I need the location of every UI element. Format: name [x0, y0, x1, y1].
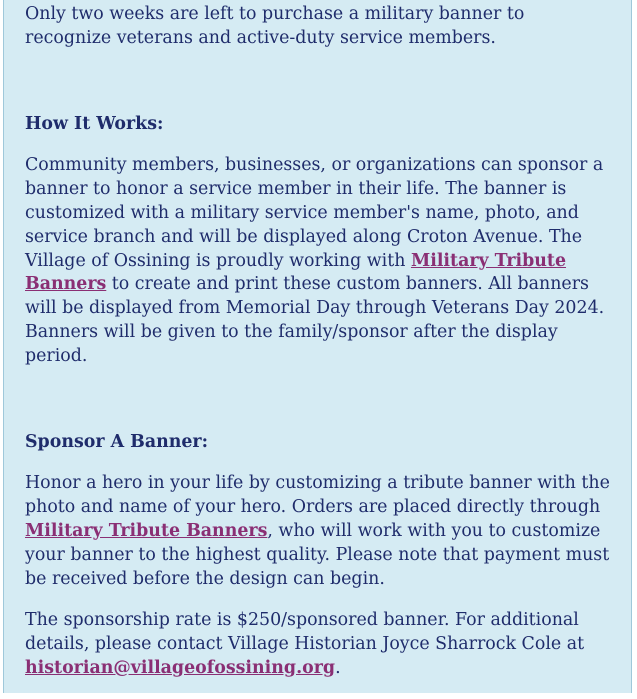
sponsor-p2-text-end: . — [335, 657, 341, 678]
section-spacer — [25, 69, 615, 113]
sponsor-p2-text-start: The sponsorship rate is $250/sponsored banner. For additional details, please contact Village Historian Joyce Sharrock Cole at — [25, 610, 585, 655]
sponsor-p1-text-end: , who will work with you to customize your banner to the highest quality. Please note that payment must be received before the design can begin. — [25, 520, 610, 589]
how-it-works-heading: How It Works: — [25, 113, 164, 134]
sponsor-paragraph-2 — [25, 609, 615, 680]
sponsor-p1-text-start: Honor a hero in your life by customizing a tribute banner with the photo and name of your hero. Orders are placed directly through — [25, 473, 610, 518]
section-spacer — [25, 387, 615, 431]
sponsor-paragraph-1 — [25, 472, 615, 591]
article-body — [25, 3, 615, 699]
content-panel — [3, 0, 632, 693]
sponsor-banner-heading: Sponsor A Banner: — [25, 431, 209, 452]
military-tribute-banners-link[interactable]: Military Tribute Banners — [25, 250, 567, 295]
how-it-works-paragraph — [25, 154, 615, 368]
how-it-works-text-end: to create and print these custom banners. All banners will be displayed from Memorial Day through Veterans Day 2024. Banners will be given to the family/sponsor after the display period. — [25, 274, 605, 366]
historian-email-link[interactable]: historian@villageofossining.org — [25, 657, 336, 678]
military-tribute-banners-link-2[interactable]: Military Tribute Banners — [25, 520, 268, 541]
intro-text: Only two weeks are left to purchase a military banner to recognize veterans and active-duty service members. — [25, 4, 525, 48]
how-it-works-text-start: Community members, businesses, or organizations can sponsor a banner to honor a service member in their life. The banner is customized with a military service member's name, photo, and service branch and will be displayed along Croton Avenue. The Village of Ossining is proudly working with — [25, 155, 604, 271]
intro-paragraph — [25, 3, 615, 51]
